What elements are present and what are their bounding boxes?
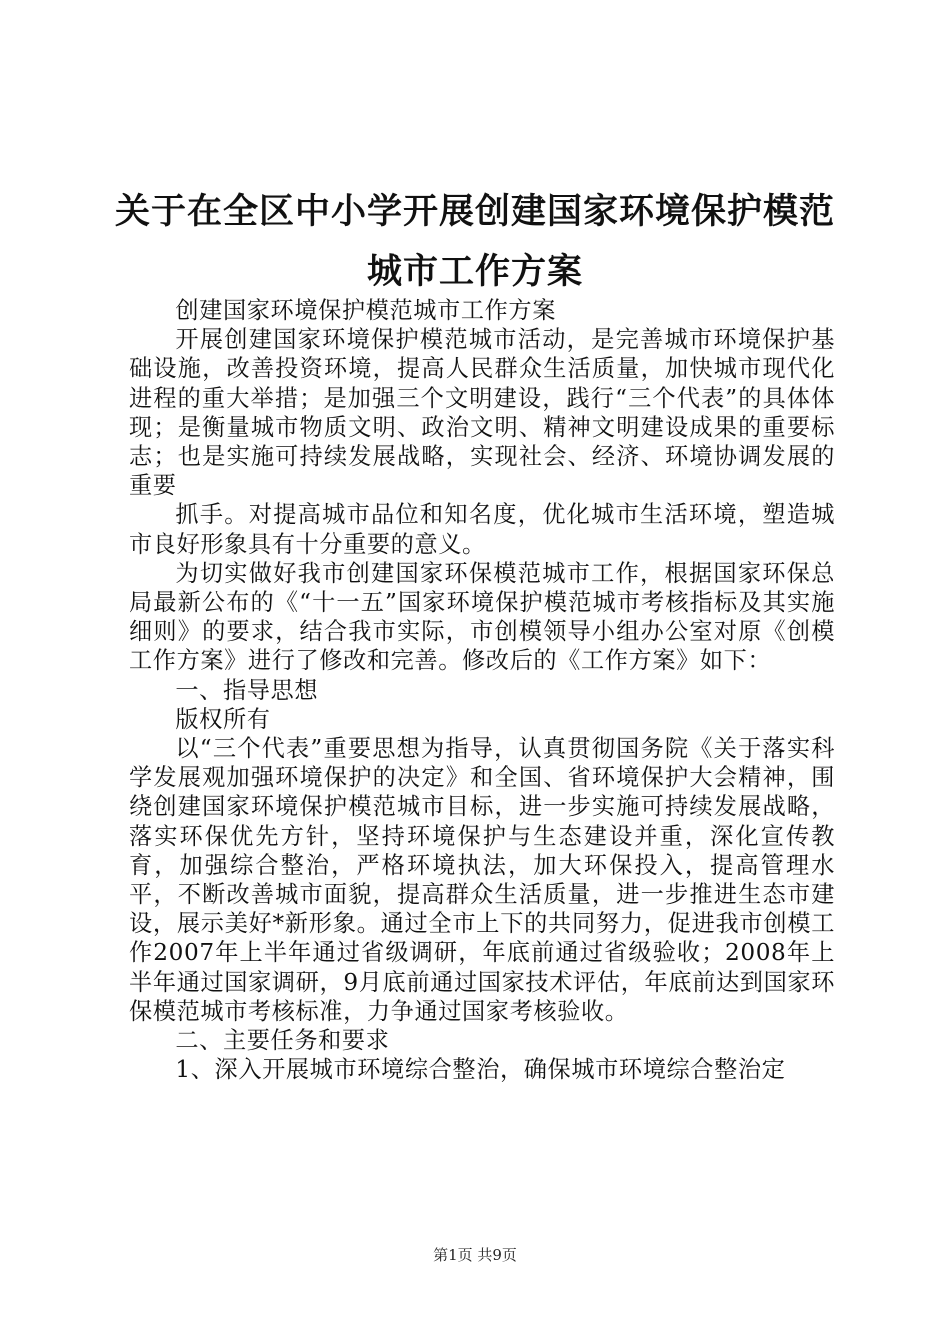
paragraph-task-1: 1、深入开展城市环境综合整治，确保城市环境综合整治定	[175, 1056, 786, 1084]
paragraph-guiding-thought: 以“三个代表”重要思想为指导，认真贯彻国务院《关于落实科学发展观加强环境保护的决定》和全国、省环境保护大会精神，围绕创建国家环境保护模范城市目标，进一步实施可持续发展战略，落实环保优先方针，坚持环境保护与生态建设并重，深化宣传教育，加强综合整治，严格环境执法，加大环保投入，提高管理水平，不断改善城市面貌，提高群众生活质量，进一步推进生态市建设，展示美好*新形象。通过全市上下的共同努力，促进我市创模工作2007年上半年通过省级调研，年底前通过省级验收；2008年上半年通过国家调研，9月底前通过国家技术评估，年底前达到国家环保模范城市考核标准，力争通过国家考核验收。	[129, 735, 835, 1025]
page-number-footer: 第1页 共9页	[433, 1246, 517, 1264]
paragraph-subtitle: 创建国家环境保护模范城市工作方案	[175, 297, 556, 324]
document-title-line-1: 关于在全区中小学开展创建国家环境保护模范	[114, 192, 835, 232]
paragraph-intro-continued: 抓手。对提高城市品位和知名度，优化城市生活环境，塑造城市良好形象具有十分重要的意义。	[129, 501, 835, 558]
paragraph-intro: 开展创建国家环境保护模范城市活动，是完善城市环境保护基础设施，改善投资环境，提高人民群众生活质量，加快城市现代化进程的重大举措；是加强三个文明建设，践行“三个代表”的具体体现；是衡量城市物质文明、政治文明、精神文明建设成果的重要标志；也是实施可持续发展战略，实现社会、经济、环境协调发展的重要	[129, 326, 835, 500]
section-heading-guiding-thought: 一、指导思想	[175, 676, 319, 704]
paragraph-copyright-note: 版权所有	[175, 705, 271, 733]
section-heading-main-tasks: 二、主要任务和要求	[175, 1027, 390, 1055]
document-body	[129, 296, 835, 1084]
document-title	[110, 182, 840, 302]
document-title-line-2: 城市工作方案	[366, 252, 583, 292]
paragraph-background: 为切实做好我市创建国家环保模范城市工作，根据国家环保总局最新公布的《“十一五”国家环境保护模范城市考核指标及其实施细则》的要求，结合我市实际，市创模领导小组办公室对原《创模工作方案》进行了修改和完善。修改后的《工作方案》如下：	[129, 559, 835, 675]
